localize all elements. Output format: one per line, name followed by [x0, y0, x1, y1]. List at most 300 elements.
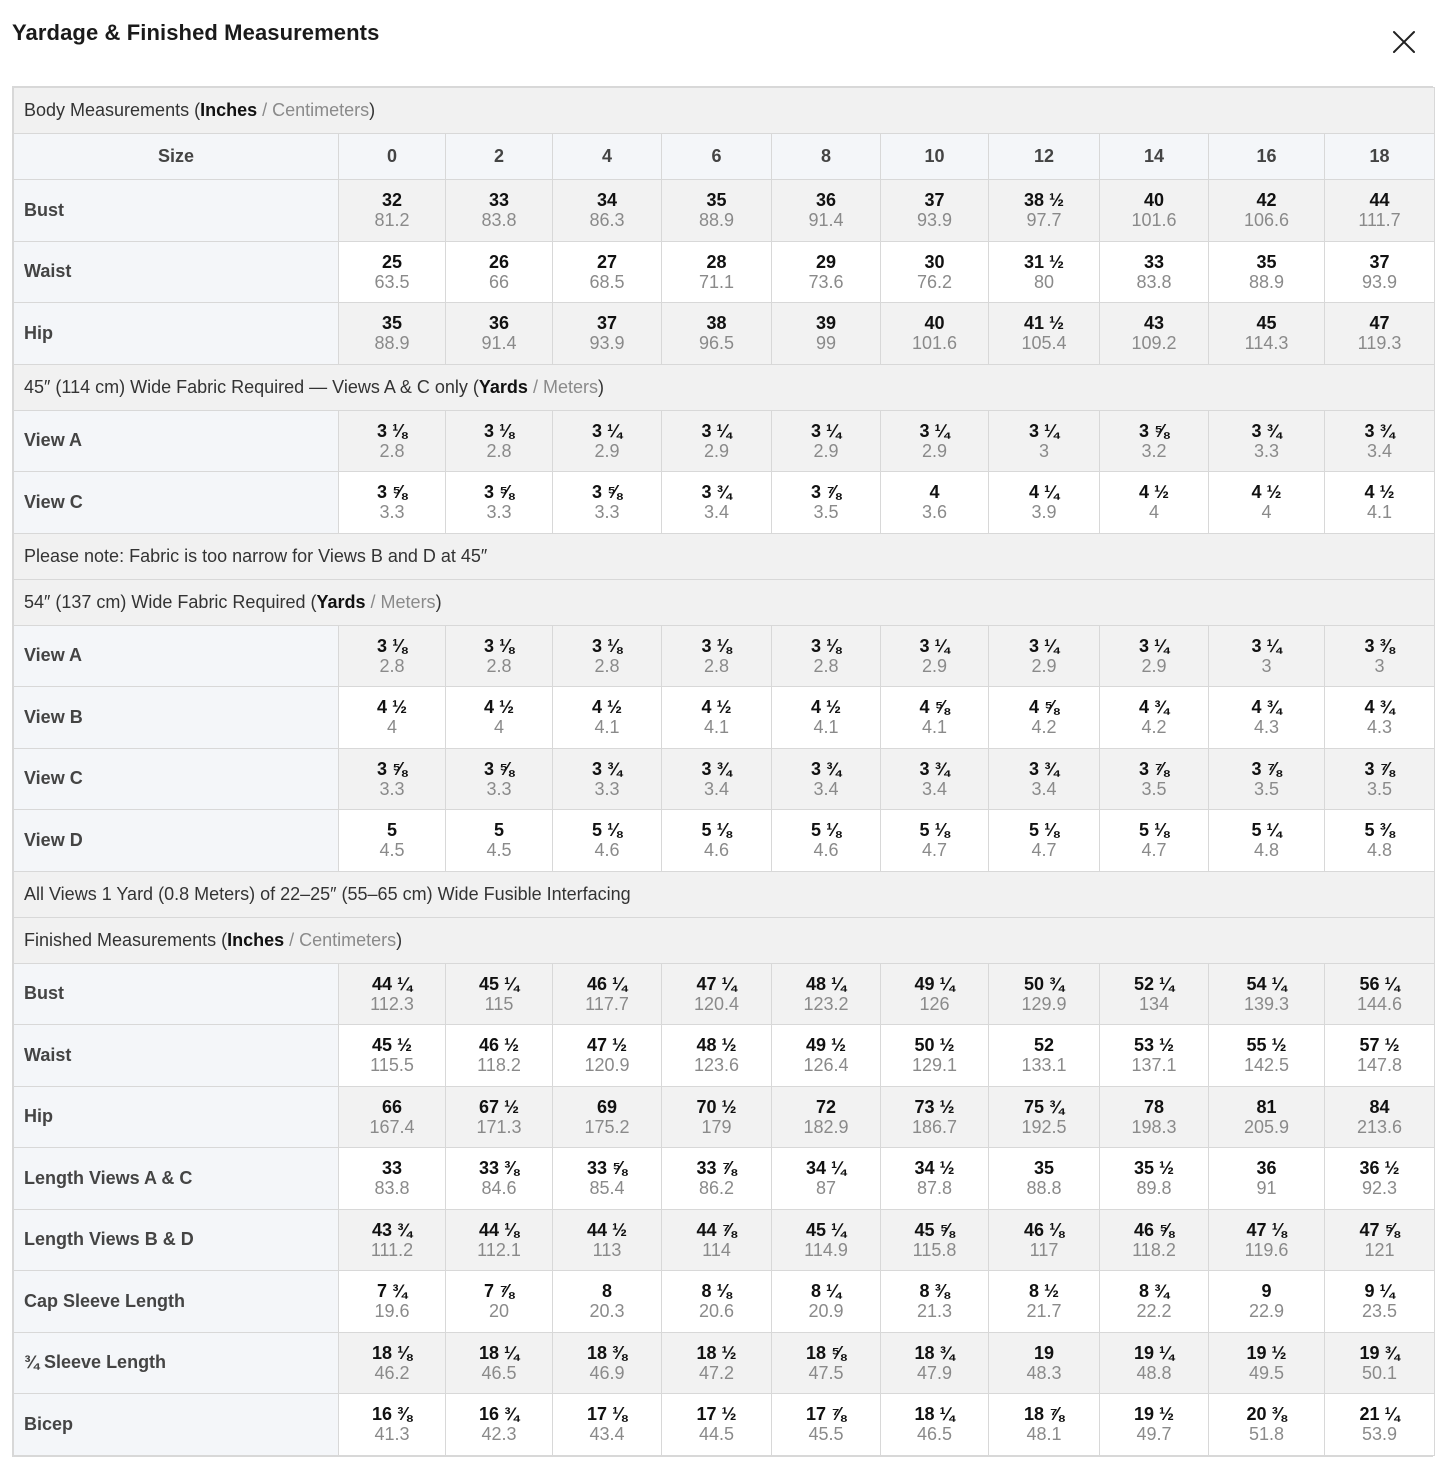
section-title-suffix: ) [369, 100, 376, 120]
size-header-2: 2 [446, 134, 553, 180]
primary-value: 26 [488, 251, 510, 272]
secondary-value: 3.5 [1366, 778, 1393, 799]
table-row [14, 410, 1435, 472]
primary-value: 35 [381, 313, 403, 334]
secondary-value: 2.9 [921, 655, 948, 676]
table-cell [662, 410, 772, 472]
table-cell [772, 472, 881, 534]
table-cell [553, 1086, 662, 1148]
secondary-value: 101.6 [911, 333, 958, 354]
primary-value: 4 [929, 482, 940, 503]
secondary-value: 4.8 [1366, 840, 1393, 861]
secondary-value: 3.4 [1366, 440, 1393, 461]
table-cell [1209, 410, 1325, 472]
table-cell [881, 1332, 989, 1394]
primary-value: 56 ¼ [1359, 973, 1400, 994]
secondary-value: 3.3 [594, 502, 620, 523]
table-row [14, 1332, 1435, 1394]
primary-value: 4 ½ [591, 697, 623, 718]
secondary-value: 3.2 [1141, 440, 1167, 461]
secondary-value: 51.8 [1248, 1424, 1285, 1445]
row-label: Bust [14, 963, 339, 1025]
primary-value: 46 ¼ [586, 973, 628, 994]
table-cell [446, 472, 553, 534]
section-header-note45 [14, 533, 1435, 579]
primary-value: 3 ¾ [701, 482, 732, 503]
secondary-value: 3.3 [379, 502, 405, 523]
primary-value: 37 [1369, 251, 1390, 272]
primary-value: 78 [1143, 1096, 1165, 1117]
secondary-value: 109.2 [1131, 333, 1177, 354]
secondary-value: 134 [1138, 993, 1170, 1014]
table-cell [772, 625, 881, 687]
secondary-value: 49.7 [1136, 1424, 1172, 1445]
primary-value: 37 [924, 190, 945, 211]
table-cell [662, 1209, 772, 1271]
table-cell [1325, 1332, 1435, 1394]
secondary-value: 46.5 [916, 1424, 953, 1445]
table-cell [881, 1271, 989, 1333]
primary-value: 33 [488, 190, 510, 211]
primary-value: 36 [815, 190, 837, 211]
secondary-value: 3.4 [921, 778, 948, 799]
secondary-value: 114.3 [1244, 333, 1289, 354]
secondary-value: 86.3 [589, 210, 625, 231]
table-cell [553, 180, 662, 242]
table-cell [446, 1271, 553, 1333]
primary-value: 18 ½ [696, 1342, 737, 1363]
row-label: Waist [14, 241, 339, 303]
section-note: Please note: Fabric is too narrow for Views B and D at 45″ [24, 545, 488, 566]
secondary-value: 3.5 [1141, 778, 1167, 799]
secondary-value: 21.7 [1026, 1301, 1062, 1322]
table-cell [989, 1271, 1100, 1333]
secondary-value: 126 [919, 993, 950, 1014]
secondary-value: 120.4 [693, 993, 740, 1014]
table-cell [662, 472, 772, 534]
primary-value: 39 [815, 313, 837, 334]
table-cell [989, 687, 1100, 749]
secondary-value: 4.1 [703, 717, 730, 738]
secondary-value: 3.4 [703, 502, 730, 523]
table-cell [446, 687, 553, 749]
secondary-value: 4.6 [594, 840, 620, 861]
primary-value: 81 [1256, 1096, 1277, 1117]
secondary-value: 117 [1029, 1239, 1059, 1260]
table-cell [339, 625, 446, 687]
primary-value: 4 ½ [1251, 482, 1282, 503]
section-header-body [14, 88, 1435, 134]
primary-value: 34 [596, 190, 618, 211]
secondary-value: 86.2 [698, 1178, 735, 1199]
secondary-value: 139.3 [1243, 993, 1290, 1014]
primary-value: 3 ¼ [810, 420, 842, 441]
secondary-value: 2.8 [703, 655, 730, 676]
primary-value: 4 ½ [701, 697, 732, 718]
primary-value: 67 ½ [478, 1096, 520, 1117]
secondary-value: 4 [1261, 502, 1272, 523]
table-cell [339, 1271, 446, 1333]
primary-value: 18 ¾ [914, 1342, 955, 1363]
secondary-value: 23.5 [1361, 1301, 1398, 1322]
primary-value: 70 ½ [696, 1096, 737, 1117]
table-cell [989, 472, 1100, 534]
secondary-value: 83.8 [1136, 271, 1172, 292]
primary-value: 3 ¼ [591, 420, 623, 441]
secondary-value: 101.6 [1131, 210, 1177, 231]
secondary-value: 47.2 [698, 1362, 735, 1383]
table-cell [662, 1086, 772, 1148]
table-cell [339, 1209, 446, 1271]
secondary-value: 147.8 [1356, 1055, 1403, 1076]
primary-value: 50 ¾ [1023, 973, 1065, 994]
unit-secondary: Centimeters [272, 100, 370, 120]
table-cell [446, 410, 553, 472]
row-label: View D [14, 810, 339, 872]
primary-value: 36 [488, 313, 510, 334]
secondary-value: 3.4 [1031, 778, 1057, 799]
unit-secondary: Meters [380, 591, 436, 612]
primary-value: 43 [1143, 313, 1165, 334]
secondary-value: 81.2 [374, 210, 410, 231]
secondary-value: 48.8 [1136, 1362, 1172, 1383]
secondary-value: 50.1 [1361, 1362, 1398, 1383]
table-cell [772, 1332, 881, 1394]
secondary-value: 198.3 [1131, 1116, 1177, 1137]
primary-value: 33 [1143, 251, 1165, 272]
primary-value: 3 ⅜ [1364, 635, 1395, 656]
table-cell [1325, 303, 1435, 365]
table-cell [662, 687, 772, 749]
secondary-value: 4 [1148, 502, 1159, 523]
table-row [14, 1025, 1435, 1087]
secondary-value: 4.6 [813, 840, 839, 861]
primary-value: 21 ¼ [1359, 1404, 1400, 1425]
table-row [14, 1148, 1435, 1210]
table-cell [1209, 303, 1325, 365]
secondary-value: 2.9 [1141, 655, 1167, 676]
secondary-value: 3 [1038, 440, 1049, 461]
secondary-value: 4.8 [1253, 840, 1280, 861]
primary-value: 3 ¾ [919, 758, 950, 779]
row-label: View A [14, 410, 339, 472]
table-row [14, 241, 1435, 303]
table-cell [662, 1332, 772, 1394]
secondary-value: 114.9 [804, 1239, 848, 1260]
table-cell [553, 1209, 662, 1271]
primary-value: 5 ⅛ [1028, 820, 1060, 841]
section-title [14, 88, 1435, 134]
secondary-value: 3.6 [921, 502, 948, 523]
section-title-prefix: Finished Measurements ( [24, 929, 228, 950]
secondary-value: 119.6 [1244, 1239, 1289, 1260]
primary-value: 4 ¾ [1251, 697, 1282, 718]
secondary-value: 114 [702, 1239, 731, 1260]
secondary-value: 83.8 [481, 210, 517, 231]
secondary-value: 4.7 [1031, 840, 1057, 861]
primary-value: 4 ½ [810, 697, 842, 718]
table-row [14, 472, 1435, 534]
secondary-value: 96.5 [698, 333, 735, 354]
table-cell [1100, 1086, 1209, 1148]
table-cell [1209, 1025, 1325, 1087]
table-row [14, 180, 1435, 242]
table-cell [989, 1086, 1100, 1148]
table-cell [1325, 625, 1435, 687]
section-header-fabric54 [14, 579, 1435, 625]
table-cell [1325, 748, 1435, 810]
primary-value: 19 ½ [1133, 1404, 1175, 1425]
table-cell [881, 1086, 989, 1148]
primary-value: 3 ¼ [919, 635, 950, 656]
primary-value: 33 ⅜ [478, 1158, 520, 1179]
primary-value: 5 [386, 820, 397, 841]
table-cell [1325, 410, 1435, 472]
primary-value: 3 ⅛ [376, 635, 408, 656]
primary-value: 7 ¾ [376, 1281, 408, 1302]
table-cell [1100, 1271, 1209, 1333]
primary-value: 3 ⅛ [376, 420, 408, 441]
table-cell [1100, 303, 1209, 365]
table-cell [772, 180, 881, 242]
table-cell [446, 241, 553, 303]
table-row [14, 687, 1435, 749]
primary-value: 45 ½ [371, 1035, 413, 1056]
secondary-value: 20.3 [589, 1301, 625, 1322]
secondary-value: 2.9 [1031, 655, 1057, 676]
primary-value: 36 [1256, 1158, 1277, 1179]
unit-separator: / [527, 376, 543, 397]
secondary-value: 2.9 [921, 440, 948, 461]
table-cell [339, 1394, 446, 1456]
table-cell [1100, 241, 1209, 303]
secondary-value: 4.2 [1141, 717, 1167, 738]
secondary-value: 91.4 [808, 210, 844, 231]
primary-value: 5 ⅛ [919, 820, 950, 841]
close-button[interactable] [1388, 26, 1420, 58]
primary-value: 43 ¾ [371, 1219, 413, 1240]
secondary-value: 112.1 [477, 1239, 521, 1260]
secondary-value: 106.6 [1243, 210, 1290, 231]
secondary-value: 46.5 [481, 1362, 517, 1383]
primary-value: 69 [596, 1096, 618, 1117]
table-cell [989, 241, 1100, 303]
table-cell [1100, 472, 1209, 534]
primary-value: 3 ¾ [1028, 758, 1060, 779]
primary-value: 27 [596, 251, 618, 272]
secondary-value: 4.2 [1031, 717, 1057, 738]
secondary-value: 171.3 [476, 1116, 522, 1137]
secondary-value: 175.2 [584, 1116, 630, 1137]
table-cell [1209, 1148, 1325, 1210]
table-cell [553, 472, 662, 534]
secondary-value: 2.8 [379, 655, 405, 676]
secondary-value: 4.1 [1366, 502, 1393, 523]
primary-value: 8 [601, 1281, 612, 1302]
table-cell [881, 180, 989, 242]
primary-value: 45 ¼ [805, 1219, 847, 1240]
secondary-value: 93.9 [589, 333, 625, 354]
row-label: Length Views B & D [14, 1209, 339, 1271]
primary-value: 7 ⅞ [483, 1281, 515, 1302]
table-cell [772, 1086, 881, 1148]
table-cell [446, 1332, 553, 1394]
secondary-value: 47.9 [916, 1362, 953, 1383]
primary-value: 34 ¼ [805, 1158, 847, 1179]
row-label: Hip [14, 303, 339, 365]
primary-value: 46 ½ [478, 1035, 520, 1056]
table-cell [339, 303, 446, 365]
secondary-value: 126.4 [803, 1055, 849, 1076]
primary-value: 35 [1033, 1158, 1055, 1179]
table-cell [446, 1394, 553, 1456]
size-header-0: 0 [339, 134, 446, 180]
primary-value: 72 [815, 1096, 837, 1117]
table-cell [1325, 1394, 1435, 1456]
primary-value: 4 ½ [1138, 482, 1170, 503]
unit-primary: Yards [478, 376, 528, 397]
table-cell [1100, 748, 1209, 810]
primary-value: 84 [1369, 1096, 1390, 1117]
primary-value: 19 ¼ [1133, 1342, 1175, 1363]
table-cell [989, 1148, 1100, 1210]
secondary-value: 48.1 [1026, 1424, 1062, 1445]
secondary-value: 47.5 [808, 1362, 844, 1383]
secondary-value: 42.3 [481, 1424, 517, 1445]
secondary-value: 111.7 [1358, 210, 1401, 231]
table-cell [881, 472, 989, 534]
table-cell [662, 180, 772, 242]
secondary-value: 115.8 [912, 1239, 957, 1260]
primary-value: 47 ⅝ [1359, 1219, 1400, 1240]
primary-value: 3 ⅝ [376, 758, 408, 779]
primary-value: 5 ⅛ [591, 820, 623, 841]
primary-value: 25 [381, 251, 403, 272]
primary-value: 53 ½ [1133, 1035, 1175, 1056]
table-cell [1325, 687, 1435, 749]
primary-value: 8 ¾ [1138, 1281, 1170, 1302]
row-label: Cap Sleeve Length [14, 1271, 339, 1333]
secondary-value: 87.8 [916, 1178, 953, 1199]
primary-value: 45 ¼ [478, 973, 520, 994]
secondary-value: 89.8 [1136, 1178, 1172, 1199]
secondary-value: 71.1 [698, 271, 735, 292]
table-cell [881, 1148, 989, 1210]
secondary-value: 20 [488, 1301, 510, 1322]
secondary-value: 119.3 [1357, 333, 1402, 354]
table-cell [772, 810, 881, 872]
primary-value: 40 [1143, 190, 1165, 211]
unit-primary: Inches [227, 929, 285, 950]
table-cell [553, 303, 662, 365]
secondary-value: 88.9 [374, 333, 410, 354]
table-cell [1100, 1148, 1209, 1210]
table-cell [1209, 241, 1325, 303]
table-cell [1100, 625, 1209, 687]
secondary-value: 3.3 [379, 778, 405, 799]
size-header-row [14, 134, 1435, 180]
secondary-value: 19.6 [374, 1301, 410, 1322]
table-cell [989, 1025, 1100, 1087]
primary-value: 49 ¼ [914, 973, 955, 994]
primary-value: 36 ½ [1359, 1158, 1400, 1179]
primary-value: 4 ¾ [1138, 697, 1170, 718]
row-label: Hip [14, 1086, 339, 1148]
primary-value: 33 ⅝ [586, 1158, 628, 1179]
size-header-18: 18 [1325, 134, 1435, 180]
secondary-value: 118.2 [1132, 1239, 1176, 1260]
secondary-value: 4.7 [921, 840, 948, 861]
table-cell [1209, 1209, 1325, 1271]
table-cell [1209, 180, 1325, 242]
primary-value: 3 ¾ [1251, 420, 1282, 441]
primary-value: 3 ⅝ [591, 482, 623, 503]
primary-value: 3 ⅛ [591, 635, 623, 656]
table-cell [989, 625, 1100, 687]
table-cell [446, 625, 553, 687]
table-cell [1209, 748, 1325, 810]
section-title-suffix: ) [396, 929, 403, 950]
section-title [14, 917, 1435, 963]
primary-value: 18 ⅝ [805, 1342, 847, 1363]
primary-value: 3 ¼ [1028, 635, 1060, 656]
primary-value: 46 ⅛ [1023, 1219, 1065, 1240]
primary-value: 44 ½ [586, 1219, 628, 1240]
table-cell [1209, 1271, 1325, 1333]
table-cell [446, 180, 553, 242]
row-label: Bust [14, 180, 339, 242]
modal-title: Yardage & Finished Measurements [12, 20, 380, 45]
primary-value: 3 ⅛ [483, 635, 515, 656]
primary-value: 3 ⅛ [810, 635, 842, 656]
primary-value: 35 [1256, 251, 1277, 272]
secondary-value: 80 [1033, 271, 1055, 292]
primary-value: 33 ⅞ [696, 1158, 737, 1179]
table-cell [446, 1209, 553, 1271]
table-cell [1325, 241, 1435, 303]
table-cell [1325, 1148, 1435, 1210]
section-title [14, 533, 1435, 579]
table-cell [339, 963, 446, 1025]
secondary-value: 76.2 [916, 271, 953, 292]
table-row [14, 1271, 1435, 1333]
secondary-value: 3.4 [703, 778, 730, 799]
secondary-value: 167.4 [369, 1116, 415, 1137]
primary-value: 38 [706, 313, 727, 334]
table-cell [1100, 1209, 1209, 1271]
secondary-value: 43.4 [589, 1424, 625, 1445]
table-cell [662, 241, 772, 303]
secondary-value: 3 [1374, 655, 1385, 676]
secondary-value: 4.1 [921, 717, 948, 738]
secondary-value: 2.8 [594, 655, 620, 676]
table-cell [339, 180, 446, 242]
primary-value: 3 ⅞ [1251, 758, 1282, 779]
primary-value: 3 ¼ [701, 420, 732, 441]
table-cell [662, 963, 772, 1025]
table-cell [1209, 1394, 1325, 1456]
size-header-4: 4 [553, 134, 662, 180]
secondary-value: 2.8 [813, 655, 839, 676]
primary-value: 3 ¾ [701, 758, 732, 779]
primary-value: 3 ⅝ [376, 482, 408, 503]
table-cell [989, 303, 1100, 365]
primary-value: 3 ¼ [1138, 635, 1170, 656]
primary-value: 3 ⅞ [810, 482, 842, 503]
section-header-finished [14, 917, 1435, 963]
primary-value: 3 ¾ [810, 758, 842, 779]
secondary-value: 91 [1256, 1178, 1277, 1199]
